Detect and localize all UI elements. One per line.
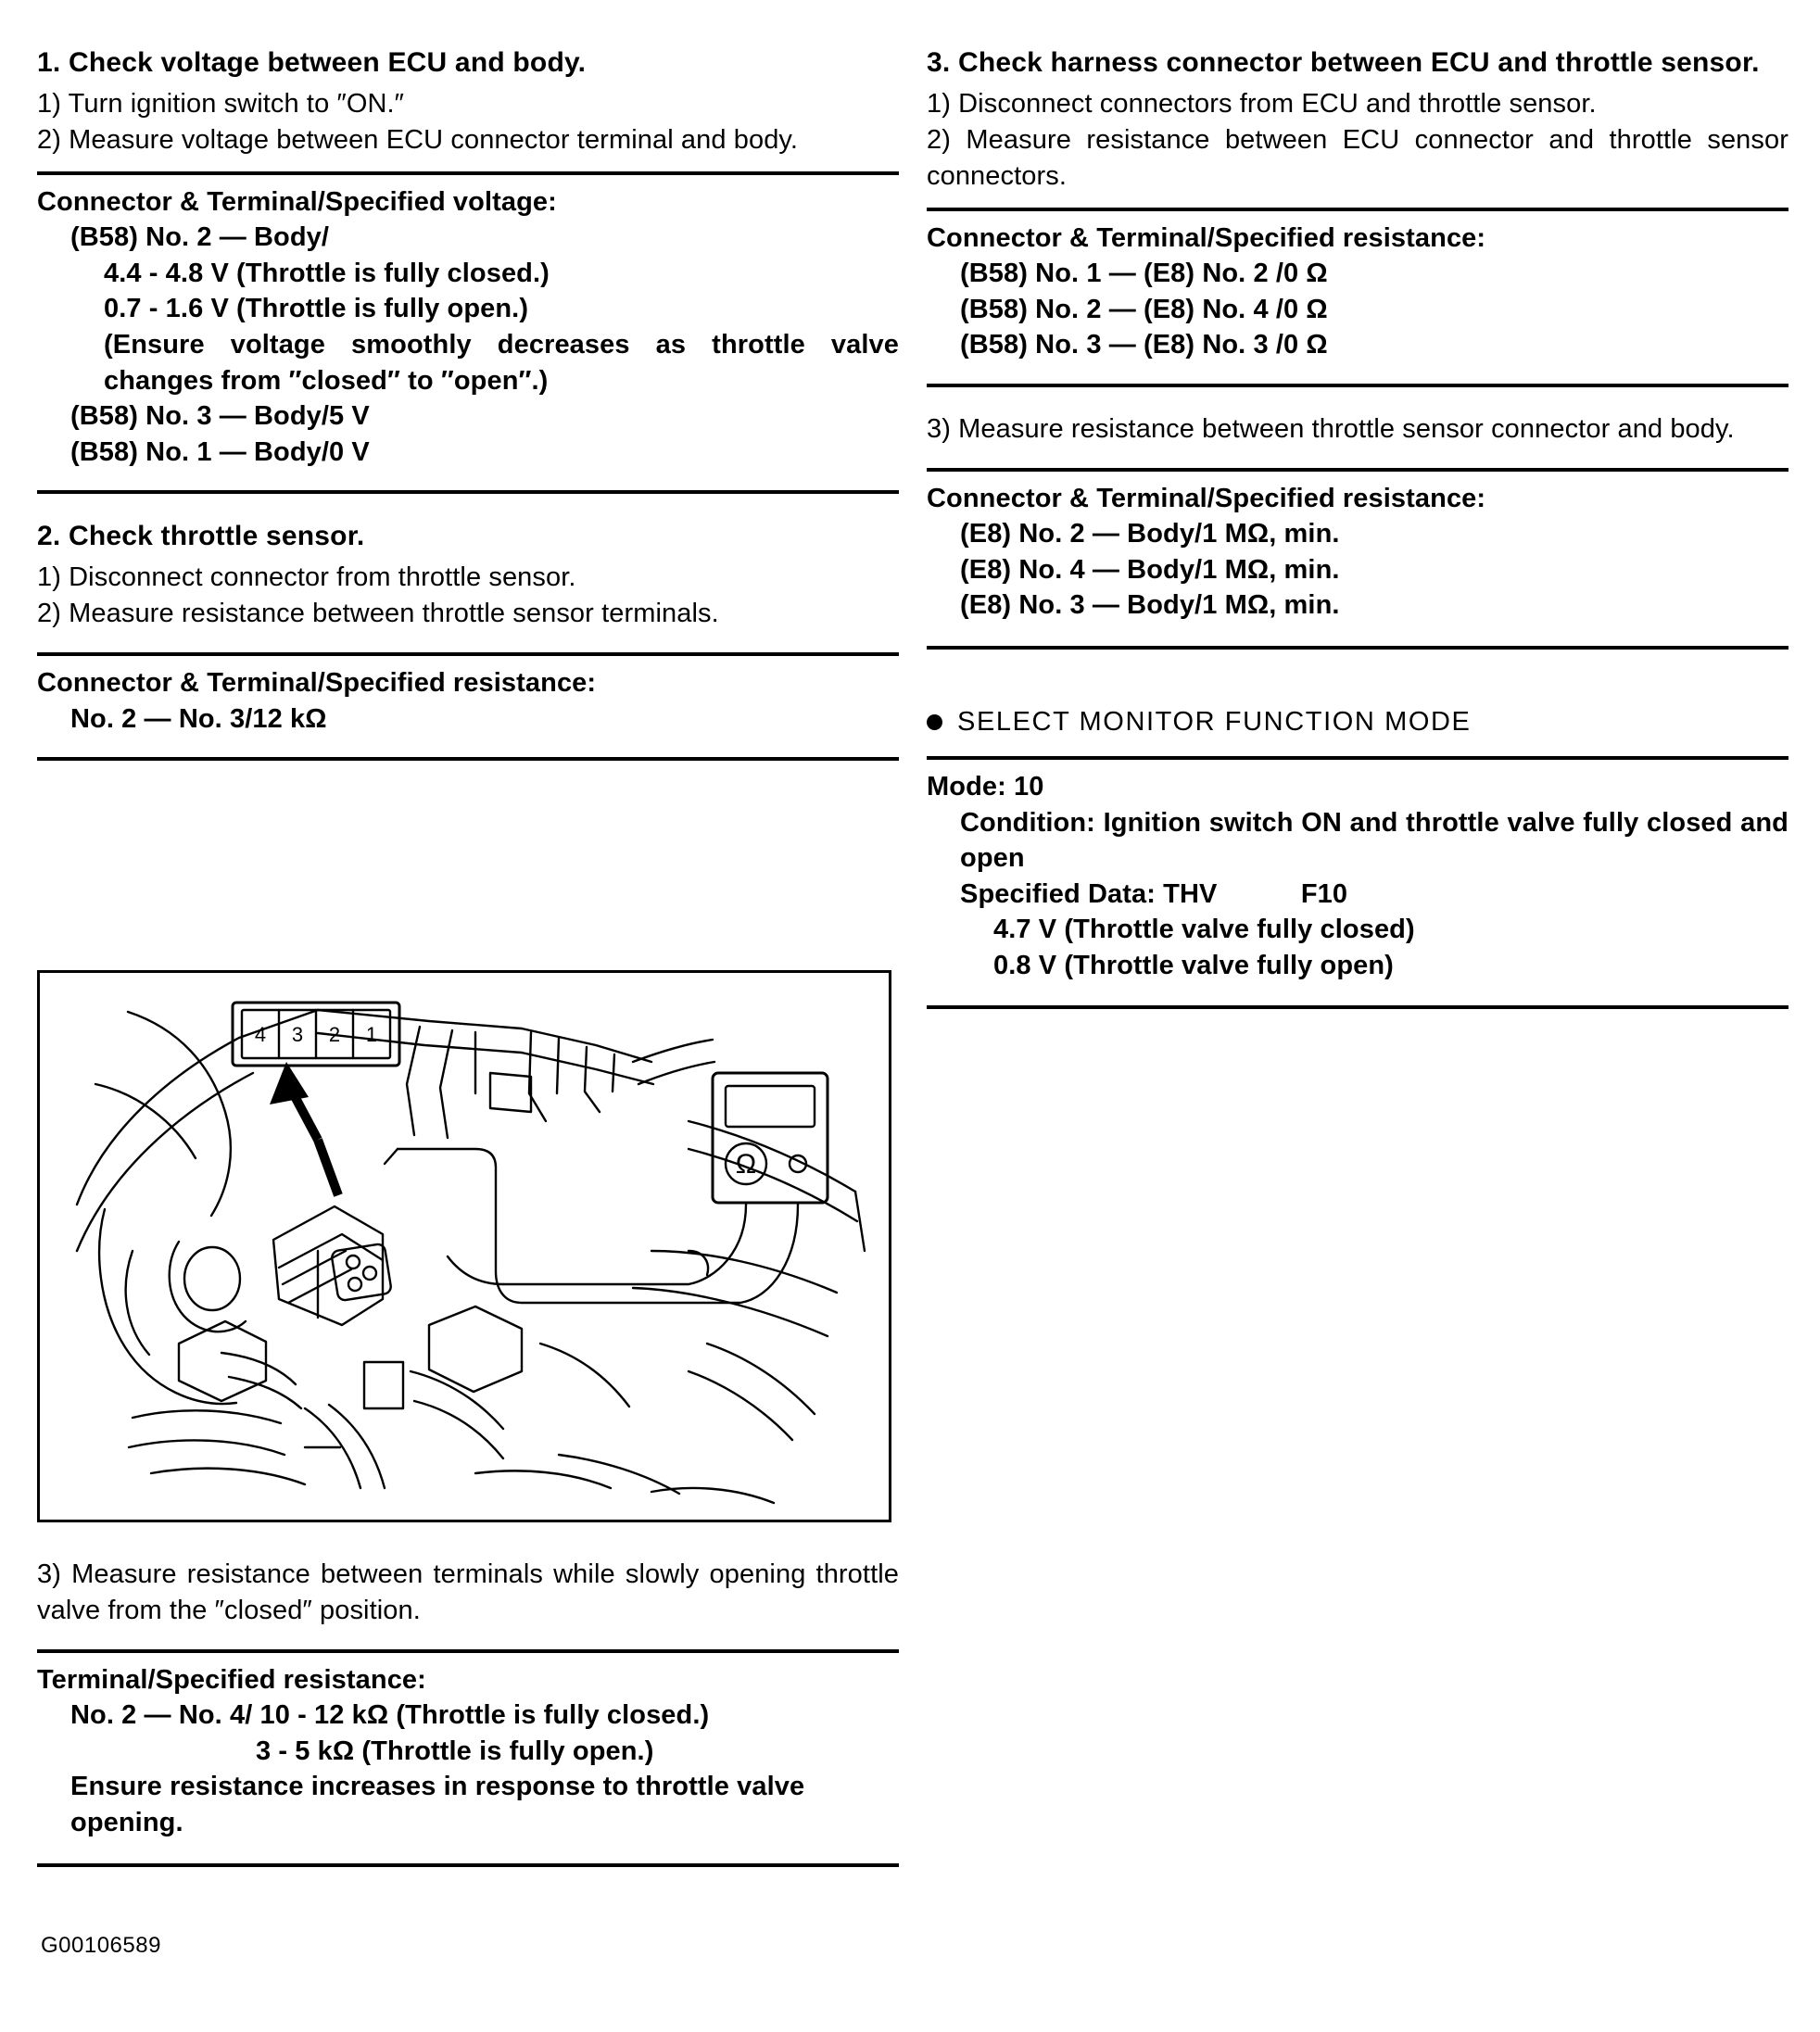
monitor-value-1: 4.7 V (Throttle valve fully closed) [993,915,1415,945]
divider-rule [37,1863,899,1867]
terminal-spec-line-3: Ensure resistance increases in response to throttle valve opening. [70,1772,805,1837]
section-2-continued [37,1557,899,1876]
section-3-spec-line-2: (B58) No. 2 — (E8) No. 4 /0 Ω [960,294,1328,324]
connector-pin-label: 4 [254,1023,267,1046]
select-monitor-block [927,769,1788,983]
section-3-spec2-line-1: (E8) No. 2 — Body/1 MΩ, min. [960,519,1340,549]
section-2-heading: 2. Check throttle sensor. [37,521,365,552]
select-monitor-heading [927,707,1788,738]
section-2-spec-title: Connector & Terminal/Specified resistance: [37,667,597,698]
divider-rule [927,208,1788,211]
bullet-icon [927,714,942,730]
section-3-spec-title: Connector & Terminal/Specified resistance: [927,222,1486,253]
divider-rule [927,756,1788,760]
section-1-spec-line-5: (B58) No. 3 — Body/5 V [70,401,370,432]
section-1-step-1: 1) Turn ignition switch to ″ON.″ [37,89,405,119]
section-2-spec-line-1: No. 2 — No. 3/12 kΩ [70,703,327,734]
connector-pin-label: 3 [291,1023,304,1046]
section-2-step-3: 3) Measure resistance between terminals while slowly opening throttle valve from the ″closed″ position. [37,1559,899,1625]
connector-pin-label: 1 [365,1023,378,1046]
section-3-spec2-line-3: (E8) No. 3 — Body/1 MΩ, min. [960,590,1340,621]
divider-rule [37,652,899,656]
document-footer-code: G00106589 [41,1933,161,1958]
terminal-spec-title: Terminal/Specified resistance: [37,1664,426,1695]
select-monitor-heading-label: SELECT MONITOR FUNCTION MODE [957,706,1472,737]
section-3-spec-block [927,221,1788,363]
section-1-step-2: 2) Measure voltage between ECU connector terminal and body. [37,124,799,155]
section-2-step-1: 1) Disconnect connector from throttle sensor. [37,562,576,593]
throttle-sensor-diagram [37,970,891,1522]
section-3-spec-line-3: (B58) No. 3 — (E8) No. 3 /0 Ω [960,330,1328,360]
section-3-spec-title-2: Connector & Terminal/Specified resistance: [927,483,1486,513]
monitor-specified-data-label: Specified Data: THV [960,878,1218,909]
section-2-step-2: 2) Measure resistance between throttle sensor terminals. [37,599,719,629]
section-3-step-1: 1) Disconnect connectors from ECU and throttle sensor. [927,89,1597,119]
section-1-heading: 1. Check voltage between ECU and body. [37,47,587,78]
section-1-spec-block [37,184,899,471]
section-1-spec-line-4: (Ensure voltage smoothly decreases as throttle valve changes from ″closed″ to ″open″.) [104,329,899,396]
divider-rule [37,1649,899,1653]
section-3-spec-line-1: (B58) No. 1 — (E8) No. 2 /0 Ω [960,259,1328,289]
section-1-spec-title: Connector & Terminal/Specified voltage: [37,186,557,217]
divider-rule [37,490,899,494]
divider-rule [37,171,899,175]
monitor-specified-data-row [927,877,1788,913]
section-1-spec-line-1: (B58) No. 2 — Body/ [70,222,330,253]
divider-rule [927,646,1788,650]
divider-rule [37,757,899,761]
section-1-spec-line-6: (B58) No. 1 — Body/0 V [70,436,370,467]
right-column [927,0,1788,1018]
connector-pin-label: 2 [328,1023,341,1046]
divider-rule [927,468,1788,472]
terminal-spec-block [37,1662,899,1841]
monitor-value-2: 0.8 V (Throttle valve fully open) [993,950,1394,980]
terminal-spec-line-2: 3 - 5 kΩ (Throttle is fully open.) [256,1735,654,1766]
monitor-condition: Condition: Ignition switch ON and throttle valve fully closed and open [960,807,1788,874]
divider-rule [927,384,1788,387]
section-3-step-2: 2) Measure resistance between ECU connector and throttle sensor connectors. [927,124,1788,191]
section-1-spec-line-2: 4.4 - 4.8 V (Throttle is fully closed.) [104,258,550,288]
engine-bay-illustration [40,973,889,1520]
section-2-spec-block [37,665,899,737]
section-1-spec-line-3: 0.7 - 1.6 V (Throttle is fully open.) [104,294,529,324]
section-3-spec-block-2 [927,481,1788,624]
section-3-spec2-line-2: (E8) No. 4 — Body/1 MΩ, min. [960,554,1340,585]
divider-rule [927,1005,1788,1009]
monitor-specified-data-code: F10 [1300,878,1348,909]
terminal-spec-line-1: No. 2 — No. 4/ 10 - 12 kΩ (Throttle is fully closed.) [70,1700,710,1731]
section-3-heading: 3. Check harness connector between ECU and throttle sensor. [927,47,1760,78]
ohm-meter-symbol: Ω [735,1149,757,1180]
left-column [37,0,899,770]
monitor-mode-label: Mode: 10 [927,771,1044,801]
section-3-step-3: 3) Measure resistance between throttle sensor connector and body. [927,413,1735,444]
